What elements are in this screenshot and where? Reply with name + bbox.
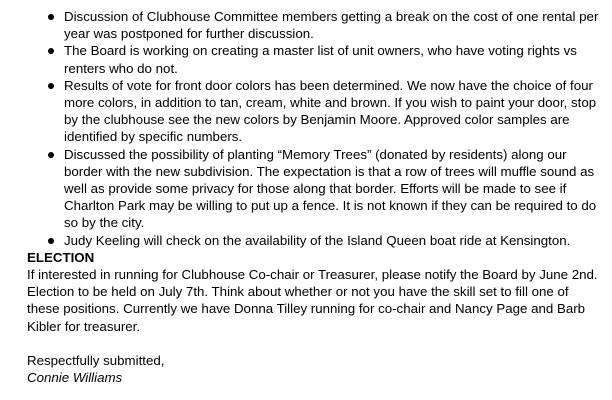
bullet-icon (48, 83, 54, 89)
bullet-icon (48, 48, 54, 54)
signature-name: Connie Williams (27, 370, 123, 386)
spacer (27, 335, 604, 352)
bullet-text: The Board is working on creating a master list of unit owners, who have voting rights vs renters who do not. (64, 43, 577, 76)
closing-text: Respectfully submitted, (27, 352, 165, 368)
bullet-text: Results of vote for front door colors has been determined. We now have the choice of four more colors, in addition to tan, cream, white and brown. If you wish to paint your door, stop by the clubhouse see the new colors by Benjamin Moore. Approved color samples are identified by specific numbers. (64, 77, 597, 145)
election-heading: ELECTION (27, 249, 95, 265)
election-paragraph: If interested in running for Clubhouse Co-chair or Treasurer, please notify the Board by June 2nd. Election to be held on July 7th. Think about whether or not you have the skill set to fill one of these positions. Currently we have Donna Tilley running for co-chair and Nancy Page and Barb Kibler for treasurer. (27, 267, 598, 334)
bullet-text: Discussed the possibility of planting “Memory Trees” (donated by residents) along our border with the new subdivision. The expectation is that a row of trees will muffle sound as well as provide some privacy for those along that border. Efforts will be made to see if Charlton Park may be willing to put up a fence. It is not known if they can be required to do so by the city. (64, 146, 597, 231)
bullet-list (27, 8, 604, 249)
bullet-item-boat-ride (27, 232, 604, 249)
bullet-text: Discussion of Clubhouse Committee members getting a break on the cost of one rental per year was postponed for further discussion. (64, 9, 599, 42)
bullet-icon (48, 238, 54, 244)
bullet-item-door-colors (27, 77, 604, 146)
bullet-icon (48, 14, 54, 20)
bullet-text: Judy Keeling will check on the availability of the Island Queen boat ride at Kensington. (64, 232, 571, 248)
bullet-item-owner-list (27, 42, 604, 76)
bullet-icon (48, 152, 54, 158)
bullet-item-memory-trees (27, 146, 604, 232)
bullet-item-rental-discount (27, 8, 604, 42)
